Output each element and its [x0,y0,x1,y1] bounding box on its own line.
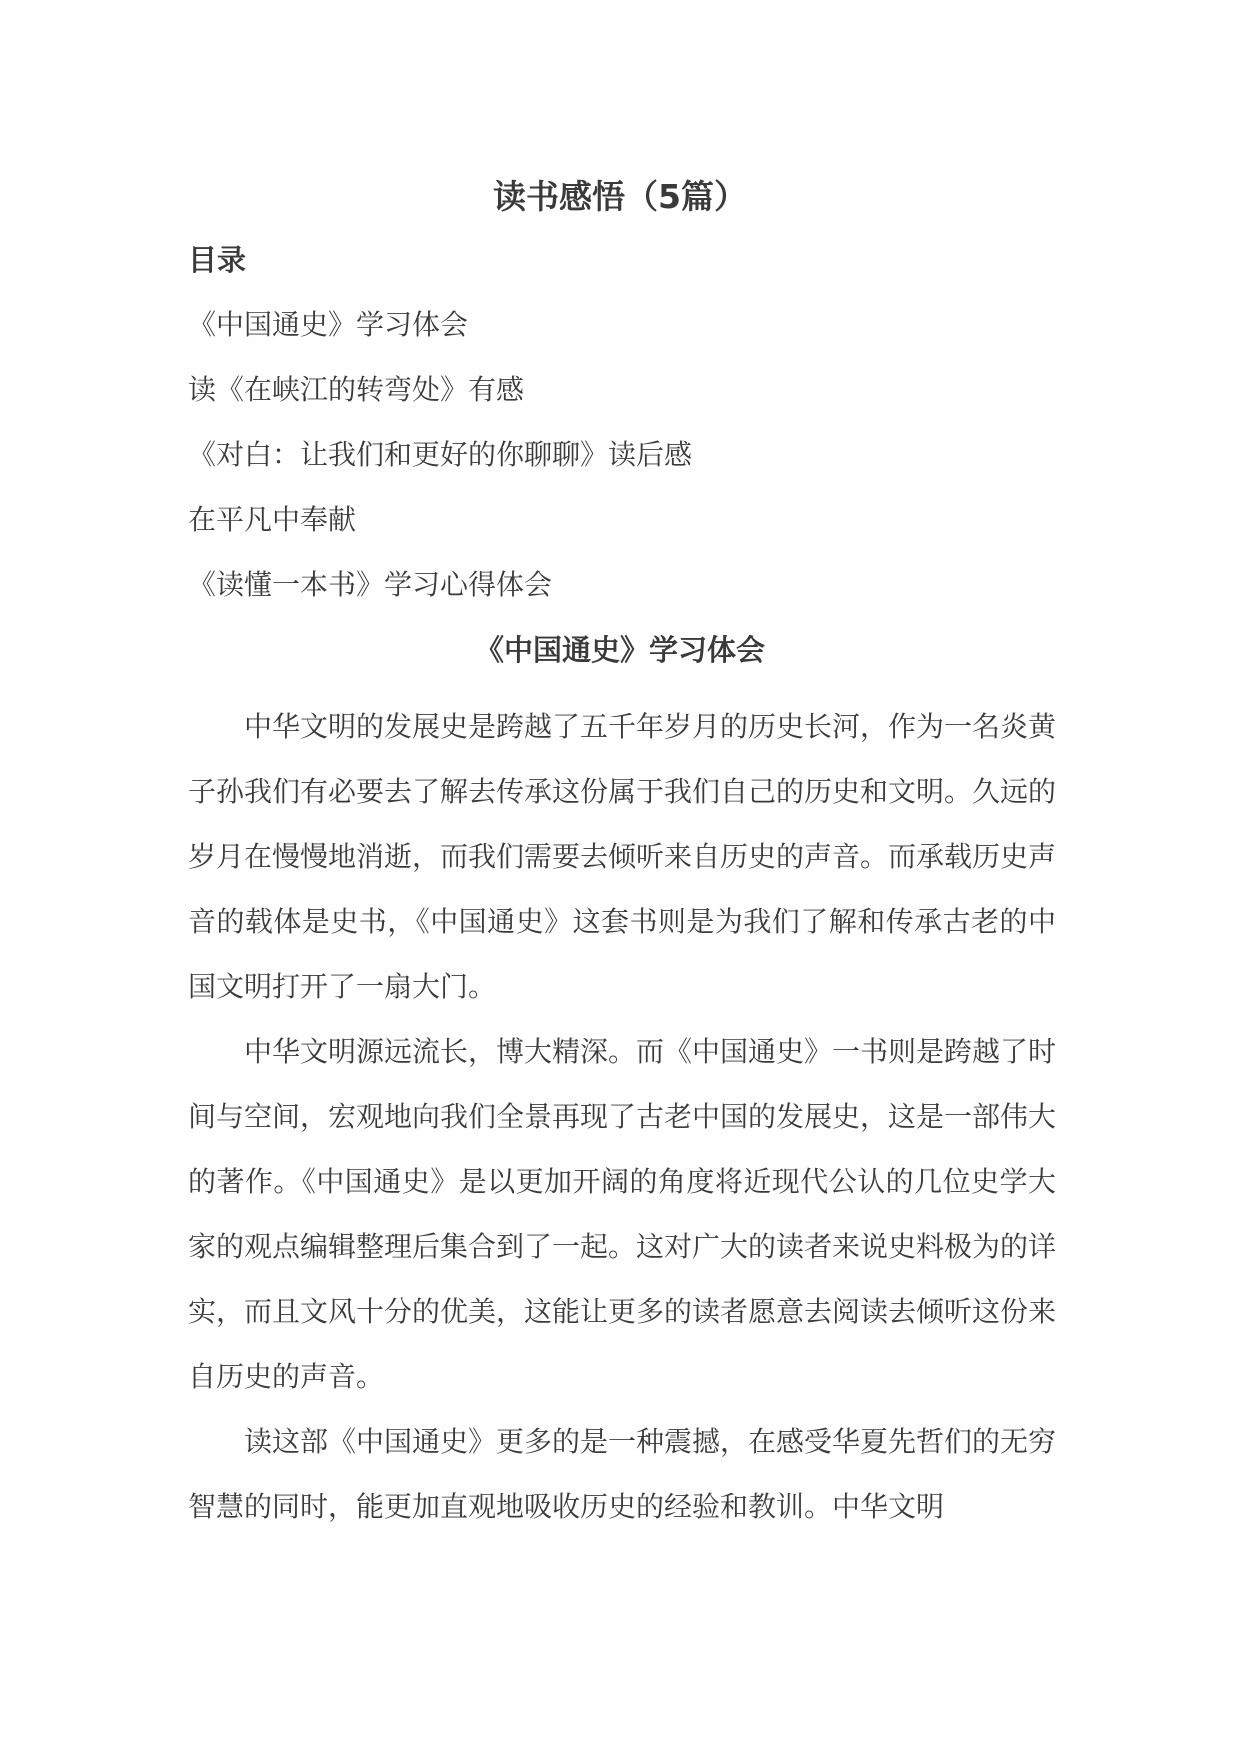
toc-item[interactable]: 在平凡中奉献 [188,503,357,536]
toc-item[interactable]: 《中国通史》学习体会 [188,308,469,341]
document-title: 读书感悟（5篇） [493,177,747,216]
section-title: 《中国通史》学习体会 [474,633,765,667]
body-paragraph: 中华文明的发展史是跨越了五千年岁月的历史长河，作为一名炎黄子孙我们有必要去了解去传承这份属于我们自己的历史和文明。久远的岁月在慢慢地消逝，而我们需要去倾听来自历史的声音。而承载历史声音的载体是史书，《中国通史》这套书则是为我们了解和传承古老的中国文明打开了一扇大门。 [188,710,1057,1003]
body-paragraph: 中华文明源远流长，博大精深。而《中国通史》一书则是跨越了时间与空间，宏观地向我们全景再现了古老中国的发展史，这是一部伟大的著作。《中国通史》是以更加开阔的角度将近现代公认的几位史学大家的观点编辑整理后集合到了一起。这对广大的读者来说史料极为的详实，而且文风十分的优美，这能让更多的读者愿意去阅读去倾听这份来自历史的声音。 [188,1035,1057,1393]
body-paragraph: 读这部《中国通史》更多的是一种震撼，在感受华夏先哲们的无穷智慧的同时，能更加直观地吸收历史的经验和教训。中华文明 [188,1425,1057,1523]
toc-heading: 目录 [188,243,247,277]
toc-item[interactable]: 《对白：让我们和更好的你聊聊》读后感 [188,438,693,471]
toc-item[interactable]: 《读懂一本书》学习心得体会 [188,568,553,601]
toc-item[interactable]: 读《在峡江的转弯处》有感 [188,373,525,406]
section-body [188,694,1056,1539]
